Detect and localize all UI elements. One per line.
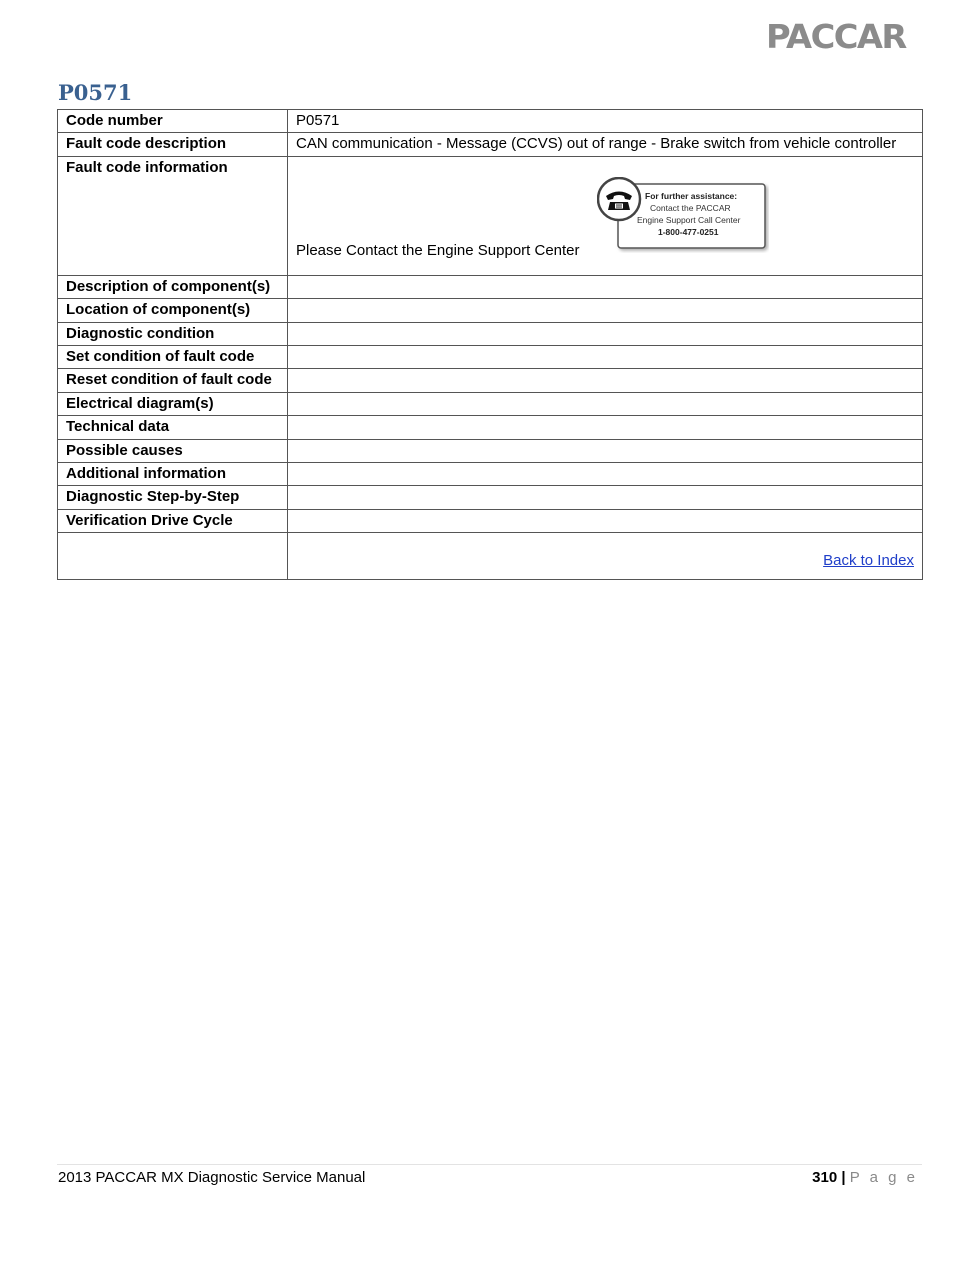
back-link-cell (288, 533, 923, 580)
row-label: Verification Drive Cycle (58, 509, 288, 532)
fault-info-label: Fault code information (58, 156, 288, 275)
table-row (58, 439, 923, 462)
table-row (58, 133, 923, 156)
back-to-index-link[interactable]: Back to Index (823, 551, 914, 569)
support-line-3: Engine Support Call Center (637, 214, 741, 225)
row-value (288, 392, 923, 415)
table-row (58, 533, 923, 580)
footer-page-indicator (812, 1168, 918, 1188)
support-call-center-badge (597, 177, 769, 253)
page-title: P0571 (58, 80, 133, 105)
row-value (288, 299, 923, 322)
row-label: Reset condition of fault code (58, 369, 288, 392)
fault-info-value: Please Contact the Engine Support Center (296, 241, 580, 259)
table-row (58, 110, 923, 133)
row-label: Location of component(s) (58, 299, 288, 322)
row-value (288, 346, 923, 369)
table-row (58, 275, 923, 298)
table-row (58, 509, 923, 532)
row-label: Electrical diagram(s) (58, 392, 288, 415)
table-row (58, 156, 923, 275)
row-label: Description of component(s) (58, 275, 288, 298)
table-row (58, 299, 923, 322)
table-row (58, 346, 923, 369)
row-value (288, 416, 923, 439)
page-number: 310 (812, 1169, 838, 1186)
table-row (58, 369, 923, 392)
fault-info-cell (288, 156, 923, 275)
support-line-2: Contact the PACCAR (650, 202, 731, 213)
row-label: Diagnostic Step-by-Step (58, 486, 288, 509)
row-label: Set condition of fault code (58, 346, 288, 369)
table-row (58, 486, 923, 509)
support-phone: 1-800-477-0251 (658, 226, 719, 237)
table-row (58, 322, 923, 345)
table-row (58, 416, 923, 439)
row-value (288, 439, 923, 462)
fault-description-label: Fault code description (58, 133, 288, 156)
table-row (58, 392, 923, 415)
row-label: Additional information (58, 463, 288, 486)
code-number-label: Code number (58, 110, 288, 133)
row-value (288, 509, 923, 532)
support-line-1: For further assistance: (645, 190, 738, 201)
row-label: Diagnostic condition (58, 322, 288, 345)
paccar-logo: PACCAR (766, 17, 906, 56)
row-label: Possible causes (58, 439, 288, 462)
code-number-value: P0571 (288, 110, 923, 133)
fault-description-value: CAN communication - Message (CCVS) out of range - Brake switch from vehicle controller (288, 133, 923, 156)
row-value (288, 486, 923, 509)
page-separator: | (841, 1169, 846, 1186)
fault-code-table (57, 109, 923, 580)
row-value (288, 369, 923, 392)
row-value (288, 322, 923, 345)
page-word: P a g e (849, 1169, 918, 1186)
row-value (288, 275, 923, 298)
row-value (288, 463, 923, 486)
empty-cell (58, 533, 288, 580)
row-label: Technical data (58, 416, 288, 439)
table-row (58, 463, 923, 486)
footer-manual-title: 2013 PACCAR MX Diagnostic Service Manual (58, 1169, 366, 1186)
footer-divider (57, 1164, 922, 1165)
